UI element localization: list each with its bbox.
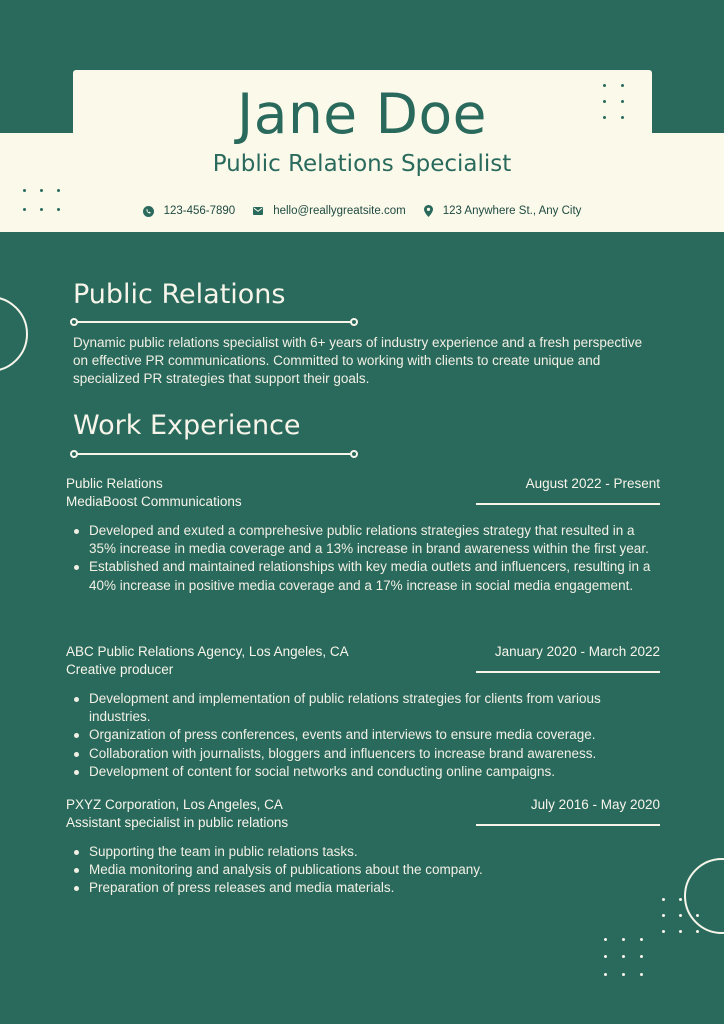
contact-bar [0, 203, 724, 219]
dot-grid-bottom [604, 938, 644, 978]
summary-text: Dynamic public relations specialist with 6+ years of industry experience and a fresh perspective on effective PR communications. Committed to working with clients to create unique and specialized PR strategies that support their goals. [73, 335, 643, 386]
dot-grid-bottom-right [662, 898, 702, 938]
section-rule-experience [70, 449, 358, 459]
job-bullet: Developed and exuted a comprehesive public relations strategies strategy that resulted in a 35% increase in media coverage and a 13% increase in brand awareness within the first year. [89, 522, 659, 558]
job-position: MediaBoost Communications [66, 494, 242, 509]
job-company: Public Relations [66, 476, 163, 491]
job-dates: January 2020 - March 2022 [494, 644, 660, 659]
job-bullet: Media monitoring and analysis of publications about the company. [89, 861, 659, 879]
job-bullets [89, 843, 659, 898]
email-text: hello@reallygreatsite.com [273, 205, 406, 217]
job-company: PXYZ Corporation, Los Angeles, CA [66, 797, 283, 812]
job-dates-rule [476, 503, 660, 505]
section-heading-summary: Public Relations [73, 279, 286, 310]
address-text: 123 Anywhere St., Any City [442, 205, 582, 217]
contact-phone[interactable] [143, 205, 236, 217]
candidate-title: Public Relations Specialist [212, 151, 512, 177]
job-dates: July 2016 - May 2020 [530, 797, 660, 812]
job-position: Assistant specialist in public relations [66, 815, 289, 830]
job-dates-rule [476, 824, 660, 826]
contact-email[interactable] [253, 205, 405, 217]
phone-text: 123-456-7890 [163, 205, 236, 217]
job-position: Creative producer [66, 662, 174, 677]
job-bullet: Collaboration with journalists, bloggers and influencers to increase brand awareness. [89, 745, 659, 763]
job-bullets [89, 522, 659, 595]
contact-address [424, 205, 582, 217]
section-rule-summary [70, 317, 358, 327]
job-dates: August 2022 - Present [525, 476, 660, 491]
location-pin-icon [424, 205, 433, 217]
job-bullet: Organization of press conferences, events and interviews to ensure media coverage. [89, 726, 659, 744]
job-bullet: Supporting the team in public relations tasks. [89, 843, 659, 861]
phone-icon [143, 206, 154, 217]
mail-icon [253, 207, 263, 215]
job-dates-rule [476, 671, 660, 673]
job-company: ABC Public Relations Agency, Los Angeles, CA [66, 644, 349, 659]
job-bullet: Development and implementation of public relations strategies for clients from various industries. [89, 690, 659, 726]
section-heading-experience: Work Experience [73, 410, 301, 441]
job-bullet: Preparation of press releases and media materials. [89, 879, 659, 897]
candidate-name: Jane Doe [237, 82, 487, 146]
job-bullets [89, 690, 659, 781]
job-bullet: Established and maintained relationships with key media outlets and influencers, resulting in a 40% increase in positive media coverage and a 17% increase in social media engagement. [89, 558, 659, 594]
job-bullet: Development of content for social networks and conducting online campaigns. [89, 763, 659, 781]
decorative-circle-left [0, 296, 28, 372]
